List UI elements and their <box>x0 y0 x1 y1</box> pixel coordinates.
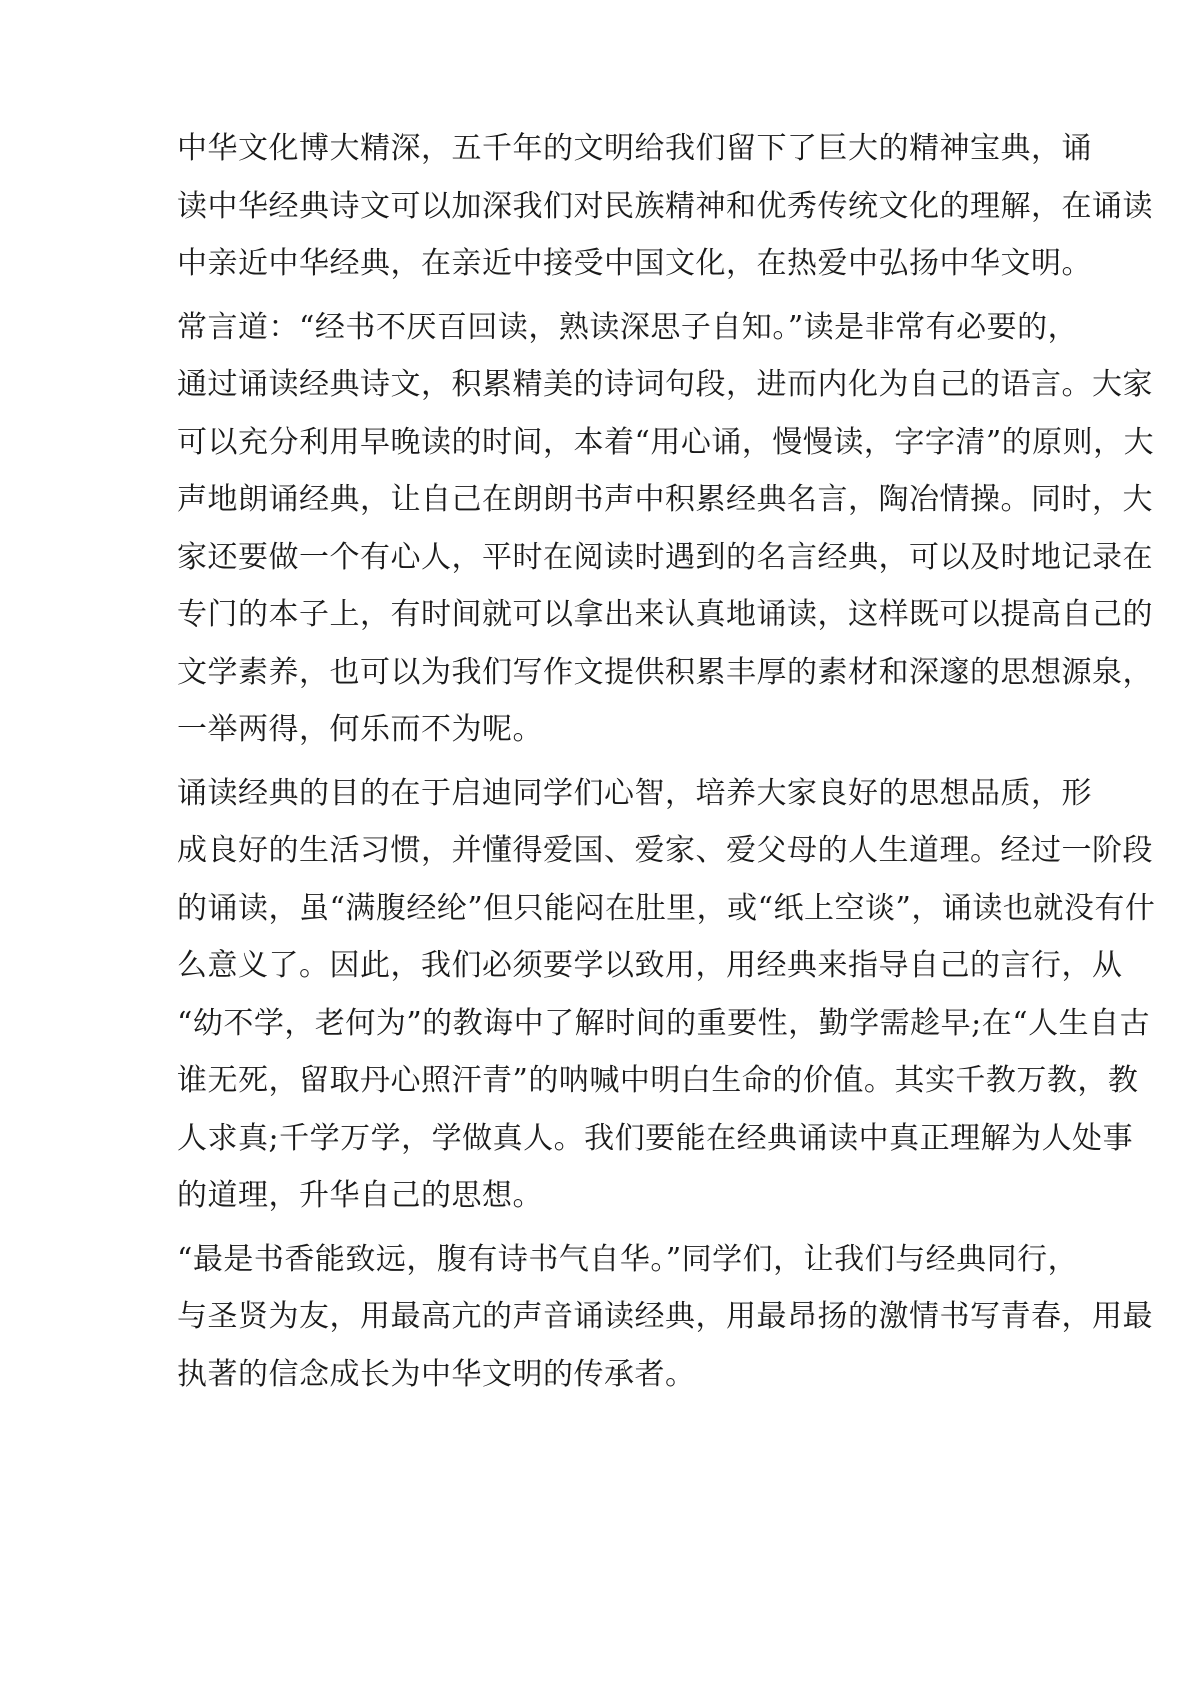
paragraph-3-line-8: 的道理，升华自己的思想。 <box>177 1178 543 1213</box>
paragraph-1-line-1: 中华文化博大精深，五千年的文明给我们留下了巨大的精神宝典，诵 <box>177 131 1092 166</box>
paragraph-3-line-2: 成良好的生活习惯，并懂得爱国、爱家、爱父母的人生道理。经过一阶段 <box>177 833 1153 868</box>
paragraph-3-line-3: 的诵读，虽“满腹经纶”但只能闷在肚里，或“纸上空谈”，诵读也就没有什 <box>177 890 1156 926</box>
paragraph-3-line-7: 人求真;千学万学，学做真人。我们要能在经典诵读中真正理解为人处事 <box>177 1120 1134 1156</box>
paragraph-2-line-4: 声地朗诵经典，让自己在朗朗书声中积累经典名言，陶冶情操。同时，大 <box>177 482 1153 517</box>
paragraph-2-line-2: 通过诵读经典诗文，积累精美的诗词句段，进而内化为自己的语言。大家 <box>177 367 1153 402</box>
paragraph-1-line-2: 读中华经典诗文可以加深我们对民族精神和优秀传统文化的理解，在诵读 <box>177 188 1153 224</box>
paragraph-2-line-8: 一举两得，何乐而不为呢。 <box>177 712 543 747</box>
paragraph-4-line-3: 执著的信念成长为中华文明的传承者。 <box>177 1356 696 1392</box>
paragraph-1 <box>116 120 1153 293</box>
paragraph-4-line-1: “最是书香能致远，腹有诗书气自华。”同学们，让我们与经典同行， <box>177 1241 1079 1277</box>
paragraph-3-line-5: “幼不学，老何为”的教诲中了解时间的重要性，勤学需趁早;在“人生自古 <box>177 1005 1151 1041</box>
paragraph-2-line-3: 可以充分利用早晚读的时间，本着“用心诵，慢慢读，字字清”的原则，大 <box>177 424 1155 460</box>
paragraph-3-line-1: 诵读经典的目的在于启迪同学们心智，培养大家良好的思想品质，形 <box>177 775 1092 811</box>
paragraph-1-line-3: 中亲近中华经典，在亲近中接受中国文化，在热爱中弘扬中华文明。 <box>177 246 1092 281</box>
paragraph-2-line-5: 家还要做一个有心人，平时在阅读时遇到的名言经典，可以及时地记录在 <box>177 539 1153 575</box>
paragraph-2-line-7: 文学素养，也可以为我们写作文提供积累丰厚的素材和深邃的思想源泉， <box>177 654 1153 690</box>
paragraph-2 <box>116 299 1155 759</box>
paragraph-4 <box>116 1231 1153 1404</box>
paragraph-3-line-4: 么意义了。因此，我们必须要学以致用，用经典来指导自己的言行，从 <box>177 948 1123 983</box>
paragraph-3-line-6: 谁无死，留取丹心照汗青”的呐喊中明白生命的价值。其实千教万教，教 <box>177 1063 1139 1098</box>
paragraph-4-line-2: 与圣贤为友，用最高亢的声音诵读经典，用最昂扬的激情书写青春，用最 <box>177 1299 1153 1334</box>
paragraph-2-line-6: 专门的本子上，有时间就可以拿出来认真地诵读，这样既可以提高自己的 <box>177 597 1153 632</box>
paragraph-2-line-1: 常言道：“经书不厌百回读，熟读深思子自知。”读是非常有必要的， <box>177 309 1079 345</box>
paragraph-3 <box>116 765 1156 1225</box>
